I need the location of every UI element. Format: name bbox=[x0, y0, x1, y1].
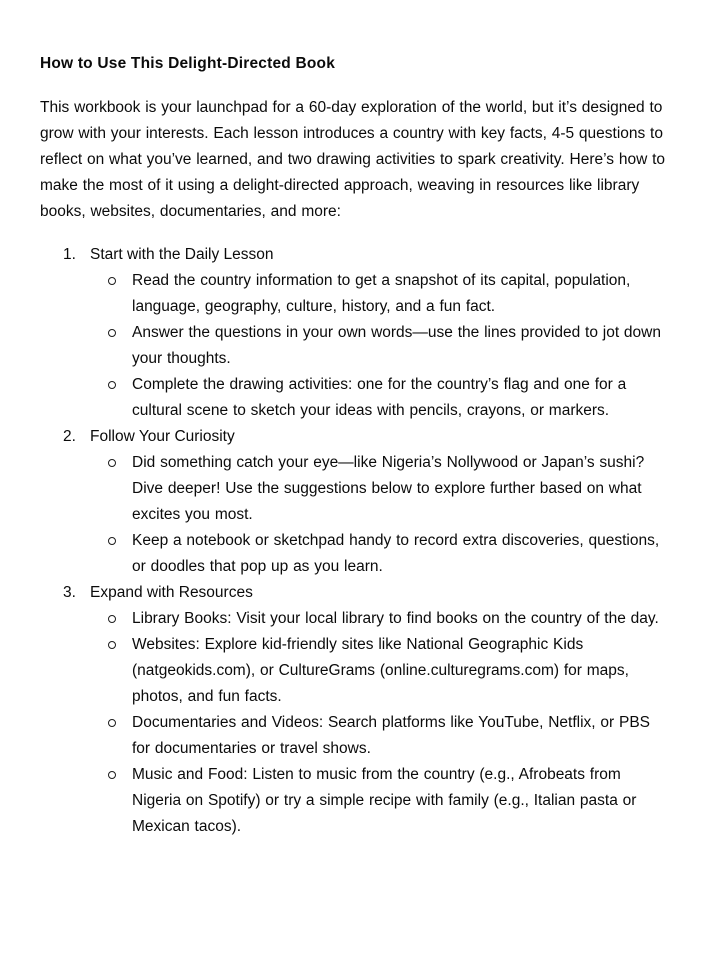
circle-bullet-icon bbox=[108, 459, 116, 467]
list-item bbox=[40, 242, 668, 268]
sub-bullet-item bbox=[40, 320, 668, 372]
circle-bullet-icon bbox=[108, 329, 116, 337]
sub-bullet-item bbox=[40, 606, 668, 632]
sub-bullet-text: Keep a notebook or sketchpad handy to record extra discoveries, questions, or doodles that pop up as you learn. bbox=[132, 532, 660, 575]
sub-bullet-text: Did something catch your eye—like Nigeria’s Nollywood or Japan’s sushi? Dive deeper! Use the suggestions below to explore further based on what excites you most. bbox=[132, 454, 645, 523]
list-item-number: 2. bbox=[63, 428, 76, 445]
sub-bullet-item bbox=[40, 372, 668, 424]
sub-bullet-item bbox=[40, 762, 668, 840]
circle-bullet-icon bbox=[108, 537, 116, 545]
sub-bullet-text: Library Books: Visit your local library to find books on the country of the day. bbox=[132, 610, 659, 627]
circle-bullet-icon bbox=[108, 381, 116, 389]
circle-bullet-icon bbox=[108, 771, 116, 779]
sub-bullet-text: Answer the questions in your own words—use the lines provided to jot down your thoughts. bbox=[132, 324, 661, 367]
sub-bullet-item bbox=[40, 450, 668, 528]
sub-bullet-text: Documentaries and Videos: Search platforms like YouTube, Netflix, or PBS for documentaries or travel shows. bbox=[132, 714, 650, 757]
circle-bullet-icon bbox=[108, 277, 116, 285]
intro-paragraph: This workbook is your launchpad for a 60-day exploration of the world, but it’s designed to grow with your interests. Each lesson introduces a country with key facts, 4-5 questions to reflect on what you’ve learned, and two drawing activities to spark creativity. Here’s how to make the most of it using a delight-directed approach, weaving in resources like library books, websites, documentaries, and more: bbox=[40, 99, 666, 220]
document-title: How to Use This Delight-Directed Book bbox=[40, 55, 336, 72]
sub-bullet-item bbox=[40, 632, 668, 710]
sub-bullet-text: Websites: Explore kid-friendly sites like National Geographic Kids (natgeokids.com), or CultureGrams (online.culturegrams.com) for maps, photos, and fun facts. bbox=[132, 636, 629, 705]
circle-bullet-icon bbox=[108, 615, 116, 623]
sub-bullet-item bbox=[40, 710, 668, 762]
list-item-number: 1. bbox=[63, 246, 76, 263]
sub-bullet-item bbox=[40, 268, 668, 320]
list-item bbox=[40, 580, 668, 606]
sub-bullet-text: Complete the drawing activities: one for the country’s flag and one for a cultural scene to sketch your ideas with pencils, crayons, or markers. bbox=[132, 376, 627, 419]
instruction-list bbox=[40, 242, 668, 840]
circle-bullet-icon bbox=[108, 719, 116, 727]
sub-bullet-text: Music and Food: Listen to music from the country (e.g., Afrobeats from Nigeria on Spotify) or try a simple recipe with family (e.g., Italian pasta or Mexican tacos). bbox=[132, 766, 637, 835]
sub-bullet-text: Read the country information to get a snapshot of its capital, population, language, geography, culture, history, and a fun fact. bbox=[132, 272, 631, 315]
circle-bullet-icon bbox=[108, 641, 116, 649]
list-item bbox=[40, 424, 668, 450]
list-item-title: Follow Your Curiosity bbox=[90, 428, 235, 445]
list-item-title: Expand with Resources bbox=[90, 584, 253, 601]
list-item-title: Start with the Daily Lesson bbox=[90, 246, 274, 263]
list-item-number: 3. bbox=[63, 584, 76, 601]
sub-bullet-item bbox=[40, 528, 668, 580]
